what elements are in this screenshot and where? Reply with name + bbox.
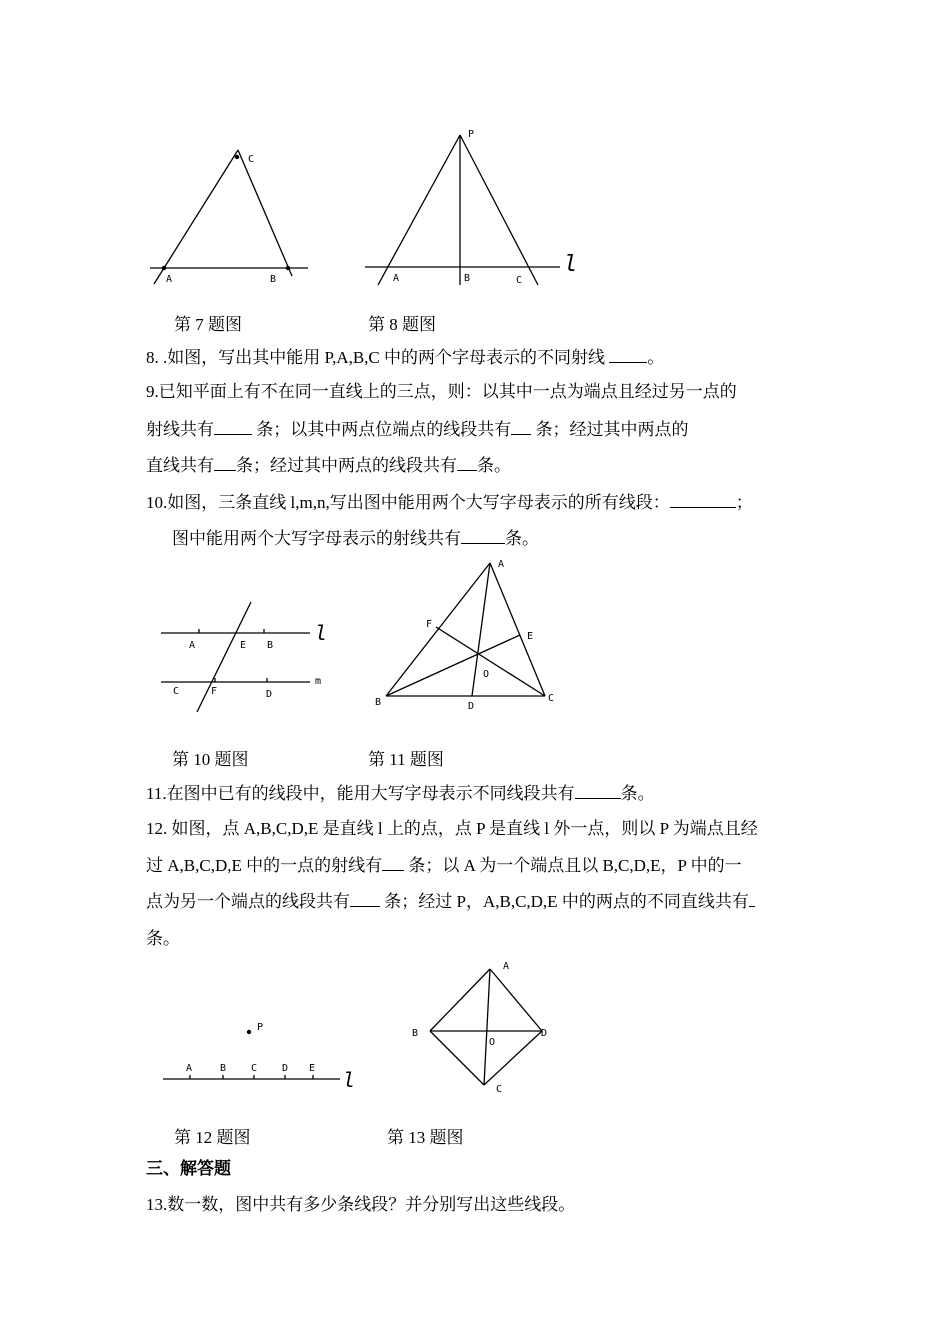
label-A: A	[166, 274, 173, 285]
section-heading: 三、解答题	[146, 1159, 231, 1178]
question-12-line-3: 点为另一个端点的线段共有 条；经过 P，A,B,C,D,E 中的两点的不同直线共有	[146, 890, 755, 913]
label-B: B	[412, 1028, 419, 1039]
label-F: F	[211, 686, 218, 697]
label-C: C	[251, 1063, 258, 1074]
label-B: B	[375, 697, 382, 708]
label-A: A	[186, 1063, 193, 1074]
label-D: D	[468, 701, 475, 712]
label-F: F	[426, 619, 433, 630]
label-C: C	[248, 154, 255, 165]
question-9-line-2: 射线共有 条；以其中两点位端点的线段共有 条；经过其中两点的	[146, 420, 689, 439]
label-C: C	[496, 1084, 503, 1095]
question-10-line-1: 10.如图，三条直线 l,m,n,写出图中能用两个大写字母表示的所有线段： ；	[146, 493, 753, 512]
question-9-line-3: 直线共有 条；经过其中两点的线段共有 条。	[146, 456, 511, 475]
label-B: B	[270, 274, 277, 285]
caption-fig10: 第 10 题图	[172, 750, 249, 769]
caption-fig11: 第 11 题图	[368, 750, 444, 769]
label-C: C	[173, 686, 180, 697]
question-13: 13.数一数，图中共有多少条线段？并分别写出这些线段。	[146, 1195, 576, 1214]
label-O: O	[489, 1037, 496, 1048]
label-m: m	[315, 676, 322, 687]
label-B: B	[464, 273, 471, 284]
question-9-line-1: 9.已知平面上有不在同一直线上的三点，则：以其中一点为端点且经过另一点的	[146, 382, 737, 401]
label-A: A	[393, 273, 400, 284]
label-l: l	[564, 252, 578, 277]
figure-8-triangle	[360, 125, 590, 290]
label-D: D	[266, 689, 273, 700]
label-l: l	[315, 621, 328, 645]
label-l: l	[343, 1068, 356, 1090]
caption-fig8: 第 8 题图	[368, 315, 436, 334]
label-C: C	[516, 275, 523, 286]
caption-fig13: 第 13 题图	[387, 1128, 464, 1147]
label-D: D	[282, 1063, 289, 1074]
question-11: 11.在图中已有的线段中，能用大写字母表示不同线段共有 条。	[146, 784, 655, 803]
question-12-line-4: 条。	[146, 929, 180, 948]
label-E: E	[240, 640, 247, 651]
caption-fig12: 第 12 题图	[174, 1128, 251, 1147]
figure-11-triangle	[370, 555, 560, 715]
label-P: P	[257, 1022, 264, 1033]
question-12-line-2: 过 A,B,C,D,E 中的一点的射线有 条；以 A 为一个端点且以 B,C,D,E，P 中的一	[146, 856, 742, 875]
label-P: P	[468, 129, 475, 140]
label-B: B	[267, 640, 274, 651]
figure-13-rhombus	[408, 955, 558, 1100]
figure-10-lines	[155, 600, 345, 715]
label-B: B	[220, 1063, 227, 1074]
label-D: D	[541, 1028, 548, 1039]
label-O: O	[483, 669, 490, 680]
question-8: 8. .如图，写出其中能用 P,A,B,C 中的两个字母表示的不同射线 。	[146, 348, 665, 367]
label-A: A	[189, 640, 196, 651]
figure-12-line-points	[155, 1010, 365, 1090]
label-A: A	[498, 559, 505, 570]
question-12-line-1: 12. 如图，点 A,B,C,D,E 是直线 l 上的点，点 P 是直线 l 外一点，则以 P 为端点且经	[146, 819, 758, 838]
label-E: E	[309, 1063, 316, 1074]
label-E: E	[527, 631, 534, 642]
figure-7-triangle	[140, 140, 320, 290]
question-10-line-2: 图中能用两个大写字母表示的射线共有 条。	[172, 529, 539, 548]
label-A: A	[503, 961, 510, 972]
caption-fig7: 第 7 题图	[174, 315, 242, 334]
label-C: C	[548, 693, 555, 704]
